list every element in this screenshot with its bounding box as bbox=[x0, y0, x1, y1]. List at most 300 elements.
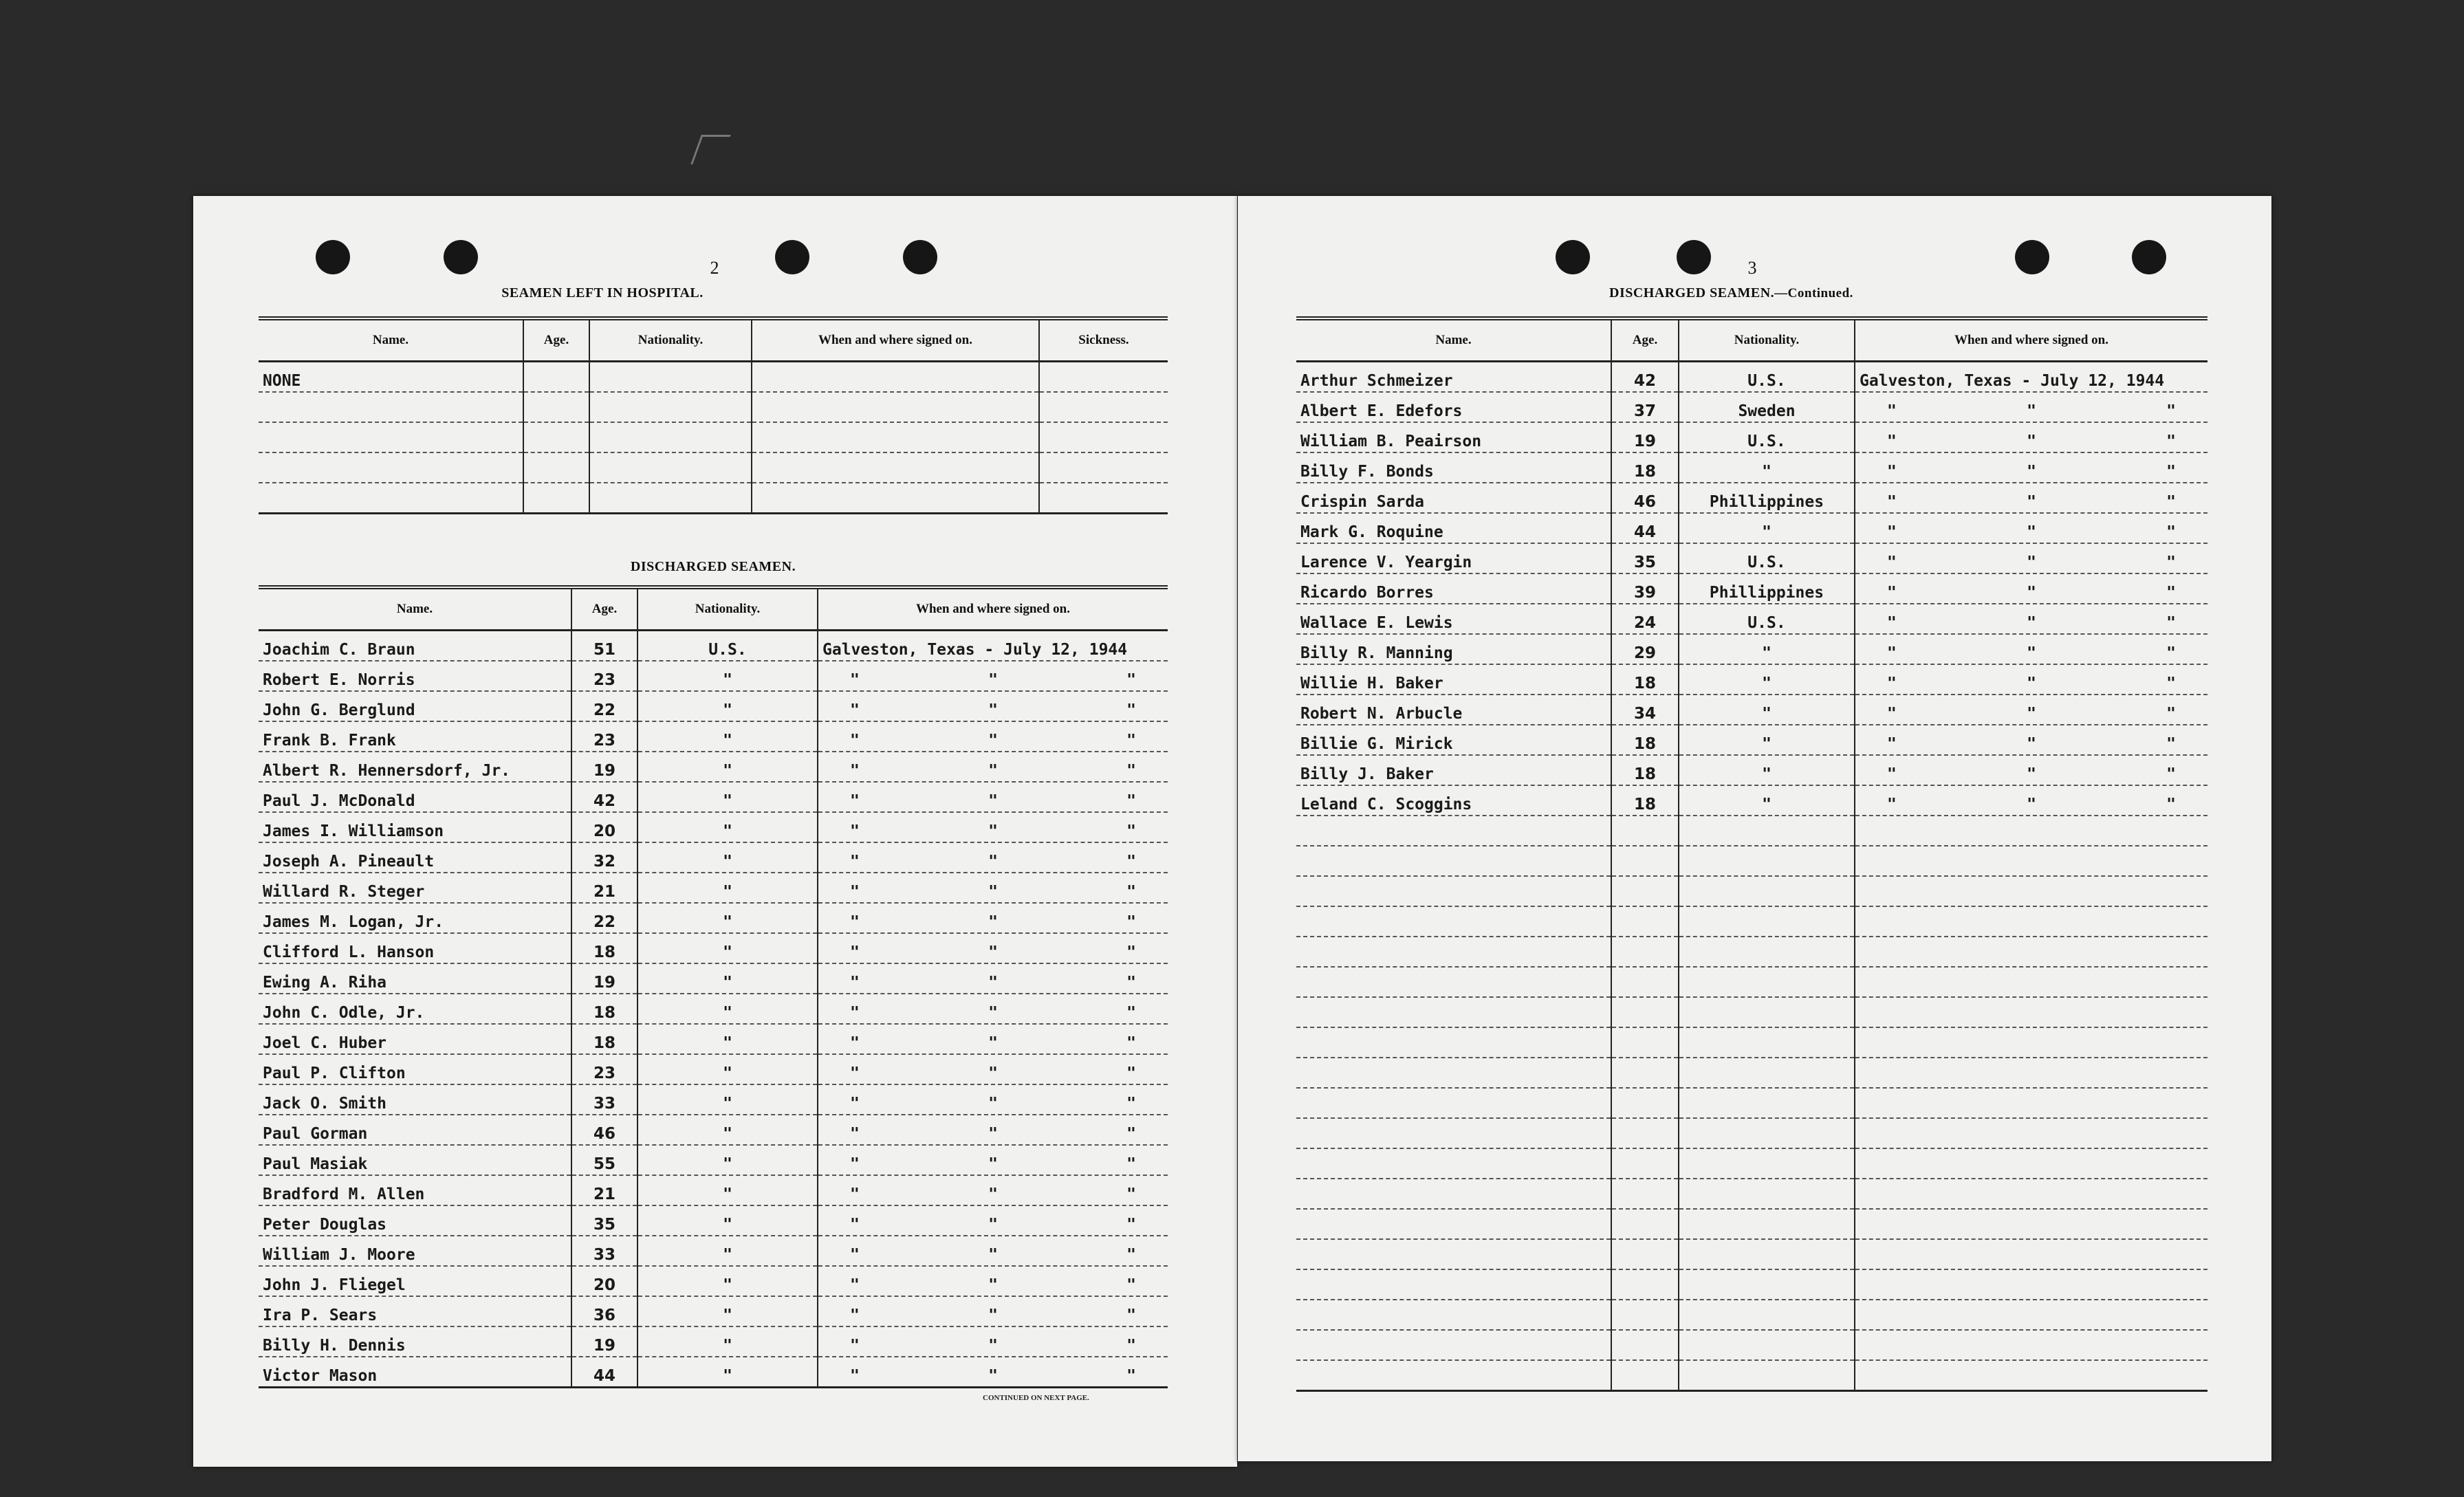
punch-hole bbox=[316, 240, 350, 274]
ditto-mark: " bbox=[1887, 584, 1897, 602]
column-header: When and where signed on. bbox=[752, 318, 1039, 362]
age-cell: 39 bbox=[1611, 573, 1679, 604]
blank-cell bbox=[589, 362, 752, 393]
ditto-mark: " bbox=[2027, 433, 2036, 450]
table-row bbox=[259, 994, 1168, 1024]
ditto-mark: " bbox=[988, 1125, 998, 1143]
continued-heading bbox=[1609, 285, 1853, 301]
name-cell: Robert N. Arbucle bbox=[1296, 695, 1611, 725]
name-cell: Bradford M. Allen bbox=[259, 1175, 571, 1205]
age-cell bbox=[1611, 1269, 1679, 1300]
ditto-mark: " bbox=[1126, 974, 1136, 992]
name-cell bbox=[1296, 1269, 1611, 1300]
column-header: Name. bbox=[259, 318, 523, 362]
ditto-mark: " bbox=[2166, 614, 2176, 632]
page-number: 3 bbox=[1747, 258, 1757, 278]
nationality-cell bbox=[1679, 846, 1855, 876]
age-cell: 19 bbox=[571, 1326, 637, 1357]
signed-on-cell bbox=[818, 1175, 1168, 1205]
ditto-marks bbox=[822, 1154, 1164, 1174]
name-cell: William B. Peairson bbox=[1296, 422, 1611, 452]
age-cell: 35 bbox=[1611, 543, 1679, 573]
ditto-mark: " bbox=[2027, 402, 2036, 420]
table-row bbox=[1296, 725, 2207, 755]
ditto-marks bbox=[822, 882, 1164, 902]
signed-on-cell bbox=[818, 1115, 1168, 1145]
nationality-cell: " bbox=[637, 661, 818, 691]
table-row bbox=[1296, 906, 2207, 937]
name-cell: William J. Moore bbox=[259, 1236, 571, 1266]
ditto-mark: " bbox=[2166, 523, 2176, 541]
ditto-mark: " bbox=[2166, 705, 2176, 723]
blank-cell bbox=[589, 452, 752, 483]
signed-on-cell bbox=[1855, 1088, 2207, 1118]
ditto-marks bbox=[822, 1214, 1164, 1235]
ditto-marks bbox=[1860, 492, 2203, 512]
name-cell: Billy R. Manning bbox=[1296, 634, 1611, 664]
table-row bbox=[259, 1145, 1168, 1175]
table-row bbox=[259, 1175, 1168, 1205]
ditto-mark: " bbox=[1126, 701, 1136, 719]
ditto-mark: " bbox=[1887, 675, 1897, 692]
name-cell: Jack O. Smith bbox=[259, 1084, 571, 1115]
heading-suffix: —Continued. bbox=[1774, 286, 1853, 301]
age-cell bbox=[1611, 937, 1679, 967]
nationality-cell: " bbox=[1679, 513, 1855, 543]
blank-cell bbox=[1039, 392, 1168, 422]
ditto-mark: " bbox=[1887, 735, 1897, 753]
ditto-marks bbox=[822, 1124, 1164, 1144]
blank-cell bbox=[752, 422, 1039, 452]
nationality-cell bbox=[1679, 1209, 1855, 1239]
ditto-marks bbox=[822, 942, 1164, 963]
table-row bbox=[1296, 1058, 2207, 1088]
table-row bbox=[259, 1296, 1168, 1326]
name-cell: James M. Logan, Jr. bbox=[259, 903, 571, 933]
ditto-marks bbox=[1860, 613, 2203, 633]
name-cell bbox=[1296, 1239, 1611, 1269]
ditto-mark: " bbox=[850, 1367, 860, 1385]
table-row bbox=[1296, 664, 2207, 695]
ditto-mark: " bbox=[2166, 675, 2176, 692]
nationality-cell: " bbox=[637, 782, 818, 812]
name-cell: Billy H. Dennis bbox=[259, 1326, 571, 1357]
name-cell bbox=[1296, 1088, 1611, 1118]
table-row bbox=[259, 1054, 1168, 1084]
ditto-mark: " bbox=[2166, 584, 2176, 602]
name-cell: Mark G. Roquine bbox=[1296, 513, 1611, 543]
ditto-mark: " bbox=[850, 1246, 860, 1264]
ditto-mark: " bbox=[850, 671, 860, 689]
name-cell: Paul P. Clifton bbox=[259, 1054, 571, 1084]
name-cell: Billy J. Baker bbox=[1296, 755, 1611, 785]
name-cell: Victor Mason bbox=[259, 1357, 571, 1388]
age-cell bbox=[1611, 1088, 1679, 1118]
table-row bbox=[259, 782, 1168, 812]
nationality-cell bbox=[1679, 1118, 1855, 1148]
nationality-cell: " bbox=[637, 1084, 818, 1115]
ditto-marks bbox=[822, 851, 1164, 872]
nationality-cell: " bbox=[1679, 785, 1855, 816]
table-row bbox=[1296, 816, 2207, 846]
scan-mark bbox=[690, 135, 731, 164]
ditto-marks bbox=[822, 761, 1164, 781]
nationality-cell: " bbox=[637, 963, 818, 994]
name-cell: John C. Odle, Jr. bbox=[259, 994, 571, 1024]
column-header: Name. bbox=[1296, 318, 1611, 362]
nationality-cell: " bbox=[637, 1357, 818, 1388]
name-cell: Joel C. Huber bbox=[259, 1024, 571, 1054]
ditto-mark: " bbox=[1887, 463, 1897, 481]
ditto-mark: " bbox=[850, 883, 860, 901]
column-header: Sickness. bbox=[1039, 318, 1168, 362]
table-row bbox=[1296, 604, 2207, 634]
age-cell: 44 bbox=[571, 1357, 637, 1388]
blank-cell bbox=[1039, 452, 1168, 483]
column-header: Nationality. bbox=[1679, 318, 1855, 362]
table-row bbox=[259, 691, 1168, 721]
name-cell: Billie G. Mirick bbox=[1296, 725, 1611, 755]
name-cell: Peter Douglas bbox=[259, 1205, 571, 1236]
table-row bbox=[1296, 1179, 2207, 1209]
table-row bbox=[1296, 452, 2207, 483]
age-cell: 34 bbox=[1611, 695, 1679, 725]
punch-hole bbox=[2132, 240, 2166, 274]
signed-on-cell bbox=[818, 812, 1168, 842]
name-cell: Willard R. Steger bbox=[259, 873, 571, 903]
table-row bbox=[1296, 1360, 2207, 1391]
table-row bbox=[1296, 634, 2207, 664]
name-cell: NONE bbox=[259, 362, 523, 393]
column-header: Age. bbox=[1611, 318, 1679, 362]
age-cell: 55 bbox=[571, 1145, 637, 1175]
ditto-mark: " bbox=[988, 1307, 998, 1324]
blank-cell bbox=[752, 362, 1039, 393]
age-cell bbox=[1611, 967, 1679, 997]
age-cell: 18 bbox=[1611, 725, 1679, 755]
blank-cell bbox=[1039, 483, 1168, 514]
table-row bbox=[1296, 1269, 2207, 1300]
ditto-mark: " bbox=[988, 1034, 998, 1052]
ditto-mark: " bbox=[1126, 913, 1136, 931]
ditto-mark: " bbox=[988, 671, 998, 689]
age-cell bbox=[1611, 906, 1679, 937]
name-cell bbox=[259, 483, 523, 514]
age-cell: 22 bbox=[571, 903, 637, 933]
ditto-mark: " bbox=[1126, 1034, 1136, 1052]
name-cell: Larence V. Yeargin bbox=[1296, 543, 1611, 573]
nationality-cell bbox=[1679, 967, 1855, 997]
signed-on-cell bbox=[818, 933, 1168, 963]
ditto-mark: " bbox=[850, 792, 860, 810]
ditto-mark: " bbox=[850, 1185, 860, 1203]
signed-on-cell bbox=[1855, 483, 2207, 513]
nationality-cell: U.S. bbox=[1679, 543, 1855, 573]
table-row bbox=[1296, 1118, 2207, 1148]
name-cell bbox=[259, 392, 523, 422]
ditto-mark: " bbox=[1887, 644, 1897, 662]
age-cell: 24 bbox=[1611, 604, 1679, 634]
table-row bbox=[259, 963, 1168, 994]
age-cell: 18 bbox=[1611, 755, 1679, 785]
ditto-mark: " bbox=[2027, 584, 2036, 602]
ditto-mark: " bbox=[850, 1004, 860, 1022]
name-cell bbox=[1296, 816, 1611, 846]
ditto-mark: " bbox=[988, 853, 998, 871]
ditto-mark: " bbox=[988, 1004, 998, 1022]
name-cell bbox=[1296, 1118, 1611, 1148]
age-cell: 19 bbox=[571, 963, 637, 994]
ditto-marks bbox=[822, 1063, 1164, 1084]
blank-cell bbox=[589, 392, 752, 422]
ditto-mark: " bbox=[988, 943, 998, 961]
signed-on-cell bbox=[818, 1357, 1168, 1388]
name-cell: John G. Berglund bbox=[259, 691, 571, 721]
table-row bbox=[259, 933, 1168, 963]
ditto-mark: " bbox=[988, 1155, 998, 1173]
age-cell: 42 bbox=[571, 782, 637, 812]
ditto-mark: " bbox=[988, 792, 998, 810]
name-cell bbox=[259, 422, 523, 452]
signed-on-cell bbox=[818, 752, 1168, 782]
age-cell bbox=[1611, 1330, 1679, 1360]
table-row bbox=[259, 661, 1168, 691]
signed-on-cell bbox=[818, 782, 1168, 812]
ditto-mark: " bbox=[988, 913, 998, 931]
table-row bbox=[259, 422, 1168, 452]
ditto-mark: " bbox=[850, 1337, 860, 1355]
age-cell: 35 bbox=[571, 1205, 637, 1236]
blank-cell bbox=[752, 483, 1039, 514]
age-cell: 46 bbox=[571, 1115, 637, 1145]
column-header: Age. bbox=[523, 318, 589, 362]
table-row bbox=[259, 752, 1168, 782]
nationality-cell: " bbox=[637, 721, 818, 752]
nationality-cell: " bbox=[637, 812, 818, 842]
signed-on-cell bbox=[1855, 906, 2207, 937]
name-cell: Paul Gorman bbox=[259, 1115, 571, 1145]
nationality-cell bbox=[1679, 1148, 1855, 1179]
blank-cell bbox=[589, 422, 752, 452]
nationality-cell: " bbox=[1679, 664, 1855, 695]
ditto-mark: " bbox=[1887, 554, 1897, 571]
nationality-cell: " bbox=[637, 994, 818, 1024]
nationality-cell bbox=[1679, 1088, 1855, 1118]
blank-cell bbox=[523, 452, 589, 483]
ditto-mark: " bbox=[850, 732, 860, 750]
column-header: Nationality. bbox=[589, 318, 752, 362]
ditto-marks bbox=[1860, 734, 2203, 754]
signed-on-cell bbox=[818, 873, 1168, 903]
ditto-mark: " bbox=[850, 943, 860, 961]
ditto-mark: " bbox=[850, 1034, 860, 1052]
name-cell: Wallace E. Lewis bbox=[1296, 604, 1611, 634]
table-row bbox=[1296, 876, 2207, 906]
signed-on-cell bbox=[818, 1326, 1168, 1357]
ditto-marks bbox=[822, 1335, 1164, 1356]
nationality-cell bbox=[1679, 1058, 1855, 1088]
name-cell bbox=[1296, 1360, 1611, 1391]
nationality-cell: " bbox=[637, 752, 818, 782]
table-row bbox=[259, 1357, 1168, 1388]
ditto-mark: " bbox=[1126, 943, 1136, 961]
signed-on-cell bbox=[1855, 725, 2207, 755]
ditto-mark: " bbox=[2027, 765, 2036, 783]
nationality-cell: " bbox=[637, 1145, 818, 1175]
ditto-marks bbox=[1860, 461, 2203, 482]
ditto-marks bbox=[822, 1275, 1164, 1296]
table-row bbox=[259, 1205, 1168, 1236]
age-cell: 46 bbox=[1611, 483, 1679, 513]
nationality-cell: " bbox=[637, 1115, 818, 1145]
ditto-mark: " bbox=[988, 822, 998, 840]
hospital-heading: SEAMEN LEFT IN HOSPITAL. bbox=[501, 285, 704, 301]
table-row bbox=[259, 903, 1168, 933]
blank-cell bbox=[752, 392, 1039, 422]
ditto-mark: " bbox=[988, 732, 998, 750]
age-cell bbox=[1611, 816, 1679, 846]
nationality-cell bbox=[1679, 1360, 1855, 1391]
table-row bbox=[1296, 695, 2207, 725]
blank-cell bbox=[523, 483, 589, 514]
age-cell: 20 bbox=[571, 812, 637, 842]
left-page bbox=[193, 196, 1237, 1467]
nationality-cell bbox=[1679, 937, 1855, 967]
table-row bbox=[1296, 1209, 2207, 1239]
ditto-marks bbox=[822, 1305, 1164, 1326]
age-cell: 18 bbox=[1611, 664, 1679, 695]
punch-hole bbox=[444, 240, 478, 274]
ditto-mark: " bbox=[850, 1307, 860, 1324]
ditto-mark: " bbox=[1126, 1004, 1136, 1022]
ditto-mark: " bbox=[2166, 735, 2176, 753]
age-cell: 18 bbox=[571, 1024, 637, 1054]
signed-on-cell bbox=[1855, 876, 2207, 906]
name-cell bbox=[1296, 1300, 1611, 1330]
nationality-cell: " bbox=[637, 1205, 818, 1236]
age-cell bbox=[1611, 1360, 1679, 1391]
table-row bbox=[1296, 513, 2207, 543]
signed-on-cell bbox=[818, 1084, 1168, 1115]
name-cell: Clifford L. Hanson bbox=[259, 933, 571, 963]
signed-on-cell bbox=[1855, 573, 2207, 604]
ditto-mark: " bbox=[1126, 883, 1136, 901]
ditto-mark: " bbox=[988, 1276, 998, 1294]
nationality-cell: U.S. bbox=[1679, 422, 1855, 452]
table-row bbox=[1296, 1027, 2207, 1058]
ditto-mark: " bbox=[850, 1064, 860, 1082]
name-cell: Paul Masiak bbox=[259, 1145, 571, 1175]
table-row bbox=[259, 1266, 1168, 1296]
ditto-marks bbox=[1860, 794, 2203, 815]
table-row bbox=[259, 721, 1168, 752]
name-cell: James I. Williamson bbox=[259, 812, 571, 842]
name-cell bbox=[1296, 967, 1611, 997]
name-cell: Paul J. McDonald bbox=[259, 782, 571, 812]
signed-on-cell: Galveston, Texas - July 12, 1944 bbox=[1855, 362, 2207, 393]
name-cell: Ira P. Sears bbox=[259, 1296, 571, 1326]
discharged-heading: DISCHARGED SEAMEN. bbox=[630, 559, 796, 574]
ditto-mark: " bbox=[2027, 554, 2036, 571]
nationality-cell: " bbox=[637, 933, 818, 963]
ditto-mark: " bbox=[1126, 1307, 1136, 1324]
ditto-mark: " bbox=[2027, 735, 2036, 753]
nationality-cell bbox=[1679, 1179, 1855, 1209]
blank-cell bbox=[1039, 362, 1168, 393]
ditto-mark: " bbox=[1126, 853, 1136, 871]
nationality-cell: " bbox=[637, 1266, 818, 1296]
age-cell: 22 bbox=[571, 691, 637, 721]
ditto-mark: " bbox=[1887, 402, 1897, 420]
ditto-marks bbox=[822, 1093, 1164, 1114]
table-row bbox=[259, 362, 1168, 393]
age-cell: 33 bbox=[571, 1084, 637, 1115]
nationality-cell bbox=[1679, 1300, 1855, 1330]
table-row bbox=[259, 812, 1168, 842]
ditto-mark: " bbox=[1887, 493, 1897, 511]
ditto-mark: " bbox=[2166, 402, 2176, 420]
name-cell: Joachim C. Braun bbox=[259, 631, 571, 662]
signed-on-cell bbox=[1855, 392, 2207, 422]
ditto-mark: " bbox=[1887, 765, 1897, 783]
ditto-mark: " bbox=[988, 974, 998, 992]
name-cell: Albert E. Edefors bbox=[1296, 392, 1611, 422]
signed-on-cell bbox=[1855, 1209, 2207, 1239]
ditto-marks bbox=[822, 1245, 1164, 1265]
ditto-mark: " bbox=[2027, 675, 2036, 692]
signed-on-cell bbox=[818, 691, 1168, 721]
nationality-cell: " bbox=[637, 873, 818, 903]
nationality-cell: " bbox=[637, 1054, 818, 1084]
ditto-mark: " bbox=[1126, 1216, 1136, 1234]
ditto-marks bbox=[1860, 673, 2203, 694]
ditto-mark: " bbox=[988, 1064, 998, 1082]
table-row bbox=[1296, 937, 2207, 967]
signed-on-cell bbox=[1855, 1179, 2207, 1209]
signed-on-cell bbox=[1855, 1239, 2207, 1269]
signed-on-cell bbox=[1855, 1360, 2207, 1391]
age-cell bbox=[1611, 1148, 1679, 1179]
ditto-mark: " bbox=[1126, 762, 1136, 780]
name-cell: Albert R. Hennersdorf, Jr. bbox=[259, 752, 571, 782]
ditto-mark: " bbox=[2166, 765, 2176, 783]
age-cell: 37 bbox=[1611, 392, 1679, 422]
ditto-marks bbox=[1860, 703, 2203, 724]
age-cell: 23 bbox=[571, 721, 637, 752]
nationality-cell bbox=[1679, 876, 1855, 906]
ditto-mark: " bbox=[2166, 554, 2176, 571]
ditto-mark: " bbox=[1126, 1337, 1136, 1355]
signed-on-cell bbox=[1855, 1148, 2207, 1179]
name-cell: Joseph A. Pineault bbox=[259, 842, 571, 873]
table-row bbox=[1296, 543, 2207, 573]
age-cell: 51 bbox=[571, 631, 637, 662]
nationality-cell: Phillippines bbox=[1679, 483, 1855, 513]
signed-on-cell bbox=[818, 1024, 1168, 1054]
signed-on-cell bbox=[818, 1145, 1168, 1175]
column-header: Name. bbox=[259, 587, 571, 631]
signed-on-cell bbox=[818, 721, 1168, 752]
punch-hole bbox=[2015, 240, 2049, 274]
punch-hole bbox=[903, 240, 937, 274]
blank-cell bbox=[523, 392, 589, 422]
signed-on-cell bbox=[1855, 1027, 2207, 1058]
ditto-mark: " bbox=[850, 974, 860, 992]
ditto-mark: " bbox=[1126, 732, 1136, 750]
name-cell bbox=[1296, 997, 1611, 1027]
ditto-mark: " bbox=[1126, 1367, 1136, 1385]
age-cell: 18 bbox=[571, 933, 637, 963]
